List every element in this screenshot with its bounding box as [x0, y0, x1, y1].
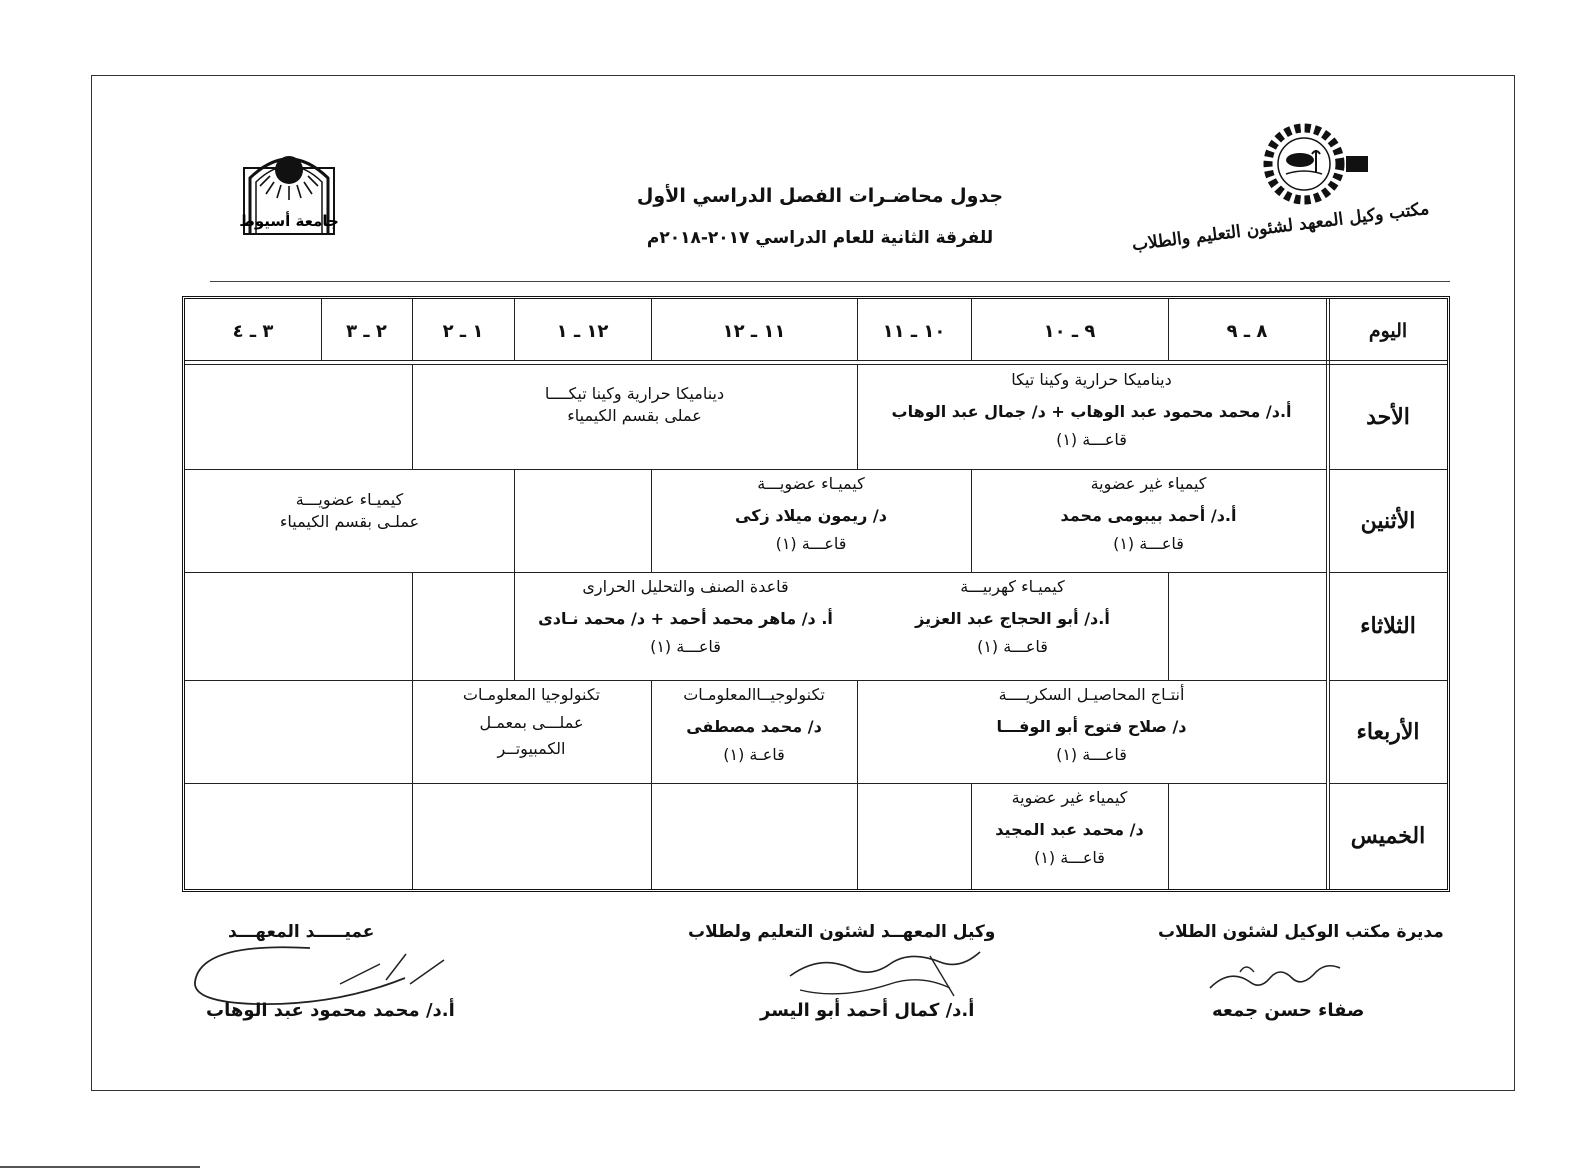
- lecturer-name: أ.د/ محمد محمود عبد الوهاب + د/ جمال عبد الوهاب: [891, 402, 1292, 421]
- day-label-sunday: الأحد: [1366, 404, 1410, 430]
- time-slot-header: ١١ ـ ١٢: [722, 320, 786, 342]
- lab-cell: [412, 365, 857, 469]
- lab-location: عملـى بقسم الكيمياء: [279, 512, 420, 531]
- room-label: قاعـــة (١): [977, 637, 1048, 656]
- room-label: قاعـــة (١): [1056, 430, 1127, 449]
- lecture-cell: [857, 572, 1168, 680]
- lab-location: عملى بقسم الكيمياء: [567, 406, 702, 425]
- day-column-header: اليوم: [1368, 320, 1408, 342]
- time-slot-header: ١٢ ـ ١: [556, 320, 609, 342]
- day-column-divider: [1326, 299, 1330, 889]
- signature-name: أ.د/ كمال أحمد أبو اليسر: [760, 1000, 975, 1021]
- page-subtitle: للفرقة الثانية للعام الدراسي ٢٠١٧-٢٠١٨م: [646, 228, 994, 248]
- course-name: كيمياء غير عضوية: [1011, 788, 1128, 807]
- course-name: كيميـاء كهربيـــة: [960, 577, 1065, 596]
- schedule-table: [182, 296, 1450, 892]
- lecturer-name: د/ ريمون ميلاد زكى: [735, 506, 887, 525]
- time-slot-header: ٢ ـ ٣: [346, 320, 387, 342]
- time-slot-header: ١ ـ ٢: [442, 320, 484, 342]
- course-name: كيمياء غير عضوية: [1090, 474, 1207, 493]
- page-title: جدول محاضـرات الفصل الدراسي الأول: [636, 185, 1004, 207]
- room-label: قاعـــة (١): [1056, 745, 1127, 764]
- lab-location: الكمبيوتــر: [497, 739, 566, 758]
- room-label: قاعـــة (١): [650, 637, 721, 656]
- time-slot-header: ٨ ـ ٩: [1226, 320, 1268, 342]
- handwritten-signature: [1200, 948, 1350, 1000]
- day-label-tuesday: الثلاثاء: [1360, 613, 1416, 639]
- signature-name: أ.د/ محمد محمود عبد الوهاب: [206, 1000, 455, 1021]
- course-name: تكنولوجيا المعلومـات: [462, 685, 601, 704]
- handwritten-signature: [780, 946, 990, 1008]
- course-name: ديناميكا حرارية وكينا تيكــــا: [544, 384, 725, 403]
- time-slot-header: ٩ ـ ١٠: [1043, 320, 1096, 342]
- lecture-cell: [857, 680, 1326, 783]
- institute-logo: [1248, 120, 1372, 212]
- lecturer-name: د/ صلاح فتوح أبو الوفـــا: [996, 717, 1187, 736]
- signature-title: مديرة مكتب الوكيل لشئون الطلاب: [1158, 922, 1444, 942]
- course-name: أنتـاج المحاصيـل السكريــــة: [998, 685, 1185, 704]
- university-logo: [240, 138, 340, 242]
- room-label: قاعـــة (١): [775, 534, 847, 553]
- lecture-cell: [514, 572, 857, 680]
- room-label: قاعـــة (١): [1113, 534, 1184, 553]
- lecture-cell: [857, 365, 1326, 469]
- signature-title: عميـــــد المعهـــد: [228, 922, 375, 942]
- lecturer-name: د/ محمد مصطفى: [686, 717, 822, 736]
- course-name: ديناميكا حرارية وكينا تيكا: [1011, 370, 1172, 389]
- signature-name: صفاء حسن جمعه: [1212, 1000, 1365, 1021]
- lecture-cell: [971, 469, 1326, 572]
- room-label: قاعـة (١): [723, 745, 785, 764]
- lecturer-name: أ.د/ أحمد بيبومى محمد: [1060, 506, 1237, 525]
- day-label-thursday: الخميس: [1350, 823, 1426, 849]
- lecturer-name: أ.د/ أبو الحجاج عبد العزيز: [915, 609, 1110, 628]
- day-label-wednesday: الأربعاء: [1356, 718, 1420, 745]
- lab-cell: [412, 680, 651, 783]
- lecturer-name: د/ محمد عبد المجيد: [995, 820, 1144, 839]
- room-label: قاعـــة (١): [1034, 848, 1105, 867]
- logo-text: جامعة أسيوط: [240, 212, 339, 230]
- scan-edge-line: [0, 1166, 200, 1168]
- course-name: قاعدة الصنف والتحليل الحرارى: [582, 577, 789, 596]
- time-slot-header: ١٠ ـ ١١: [882, 320, 946, 342]
- office-name: مكتب وكيل المعهد لشئون التعليم والطلاب: [1130, 198, 1431, 256]
- lecture-cell: [651, 680, 857, 783]
- course-name: تكنولوجيــاالمعلومـات: [683, 685, 825, 704]
- lab-location: عملـــى بمعمـل: [479, 713, 584, 732]
- header-divider: [210, 281, 1450, 282]
- course-name: كيميـاء عضويـــة: [757, 474, 865, 493]
- signature-title: وكيل المعهــد لشئون التعليم ولطلاب: [688, 922, 996, 942]
- lecture-cell: [651, 469, 971, 572]
- time-slot-header: ٣ ـ ٤: [232, 320, 274, 342]
- lecturer-name: أ. د/ ماهر محمد أحمد + د/ محمد نـادى: [538, 609, 833, 628]
- lab-cell: [185, 469, 514, 572]
- course-name: كيميـاء عضويـــة: [295, 490, 404, 509]
- lecture-cell: [971, 783, 1168, 889]
- day-label-monday: الأثنين: [1360, 507, 1416, 534]
